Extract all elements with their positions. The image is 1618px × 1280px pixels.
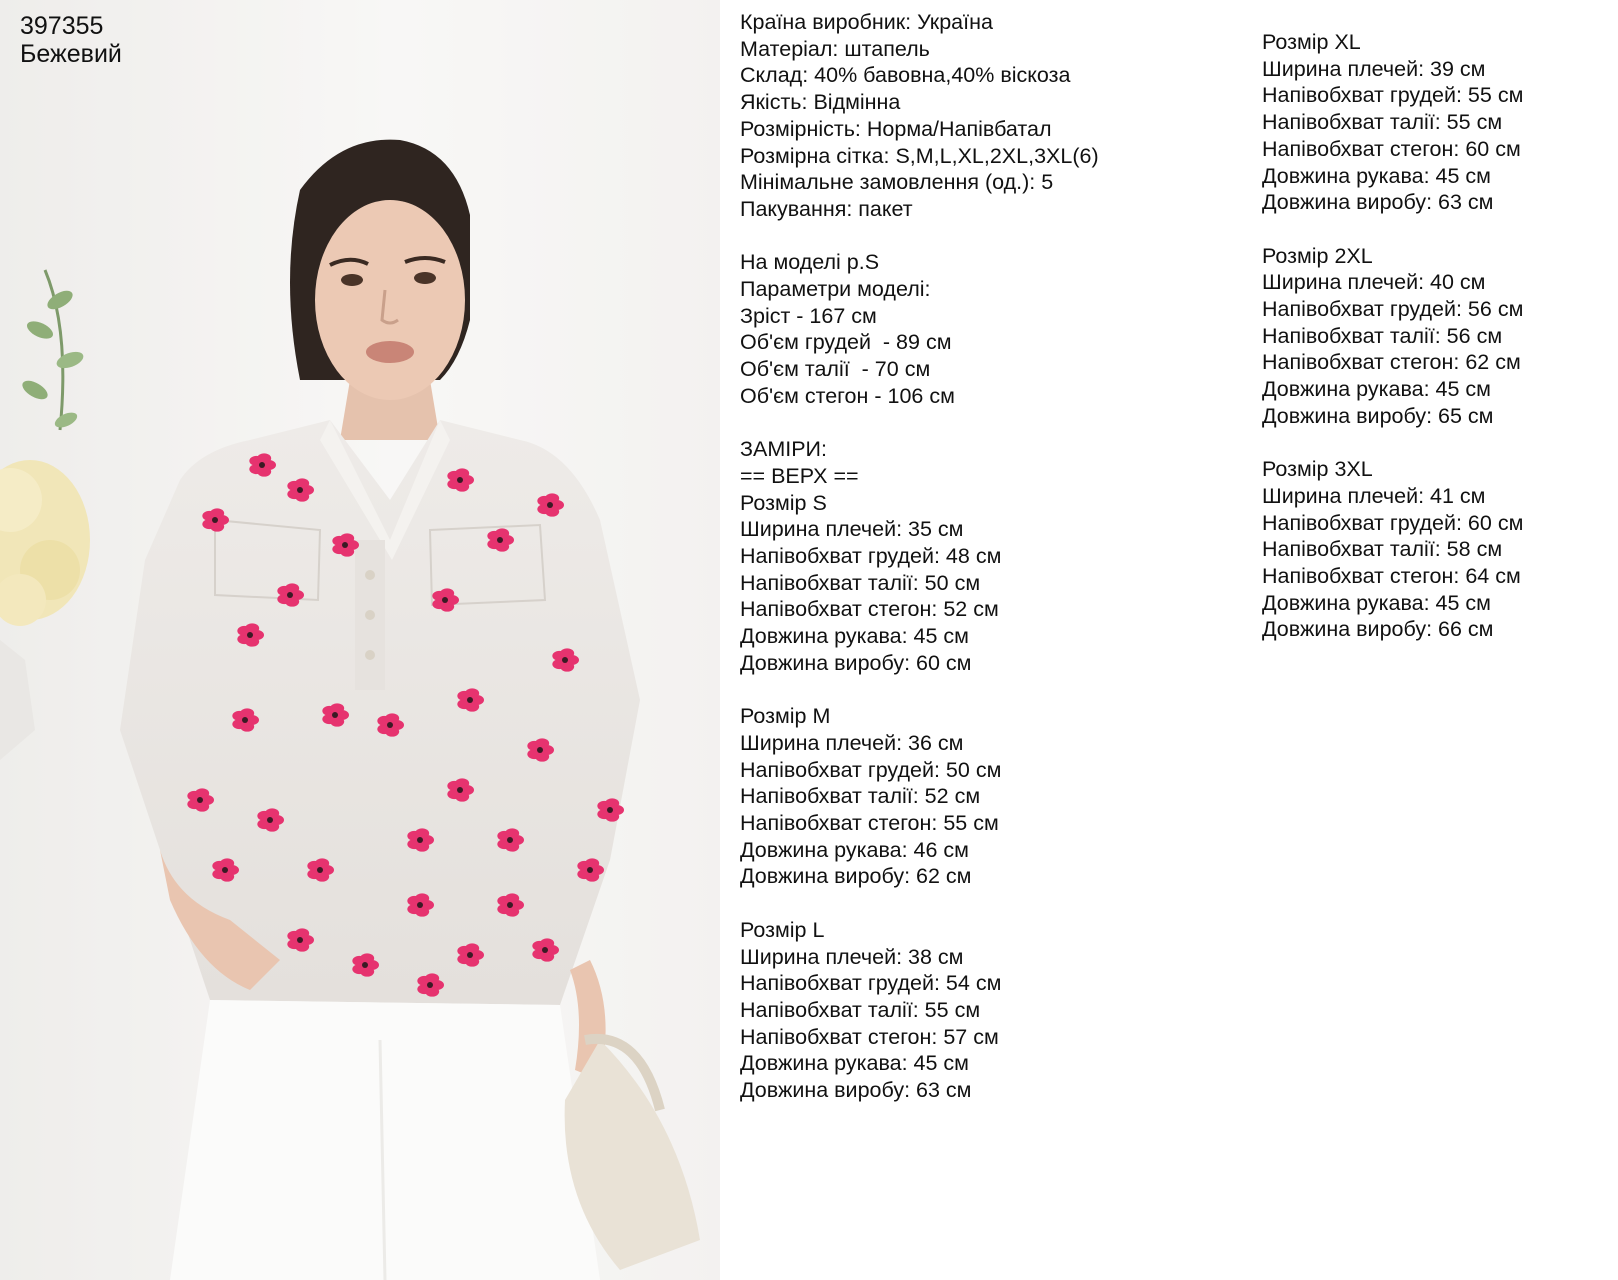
spacer [740,410,1099,437]
model-param-line: Об'єм талії - 70 см [740,357,931,382]
model-param-line: Об'єм грудей - 89 см [740,330,952,355]
size-measure-line: Напівобхват грудей: 50 см [740,757,1002,782]
spacer [1262,430,1523,457]
size-measure-line: Ширина плечей: 41 см [1262,483,1486,508]
general-spec-line: Якість: Відмінна [740,90,901,115]
size-measure-line: Напівобхват талії: 58 см [1262,537,1503,562]
measurements-title: ЗАМІРИ: [740,437,827,462]
size-measure-line: Ширина плечей: 38 см [740,944,964,969]
spacer [1262,216,1523,243]
size-measure-line: Напівобхват грудей: 60 см [1262,510,1524,535]
color-name: Бежевий [20,40,122,68]
size-heading: Розмір 3XL [1262,457,1373,482]
size-measure-line: Напівобхват талії: 55 см [740,997,981,1022]
size-measure-line: Напівобхват стегон: 62 см [1262,350,1521,375]
size-measure-line: Напівобхват стегон: 55 см [740,811,999,836]
size-measure-line: Ширина плечей: 35 см [740,517,964,542]
size-measure-line: Напівобхват стегон: 57 см [740,1024,999,1049]
size-measure-line: Напівобхват грудей: 48 см [740,544,1002,569]
size-measure-line: Ширина плечей: 36 см [740,730,964,755]
size-measure-line: Довжина рукава: 45 см [740,624,969,649]
size-measure-line: Напівобхват талії: 50 см [740,570,981,595]
article-number: 397355 [20,12,104,40]
size-measure-line: Напівобхват стегон: 60 см [1262,136,1521,161]
spacer [740,890,1099,917]
size-heading: Розмір 2XL [1262,243,1373,268]
model-param-line: На моделі р.S [740,250,880,275]
size-measure-line: Напівобхват грудей: 56 см [1262,297,1524,322]
product-tag [20,12,122,68]
general-spec-line: Розмірність: Норма/Напівбатал [740,116,1052,141]
general-spec-line: Розмірна сітка: S,M,L,XL,2XL,3XL(6) [740,143,1099,168]
model-param-line: Параметри моделі: [740,277,931,302]
general-spec-line: Матеріал: штапель [740,36,930,61]
general-spec-line: Склад: 40% бавовна,40% віскоза [740,63,1071,88]
size-measure-line: Довжина виробу: 66 см [1262,617,1494,642]
size-heading: Розмір XL [1262,30,1361,54]
size-measure-line: Довжина виробу: 65 см [1262,403,1494,428]
size-measure-line: Напівобхват грудей: 55 см [1262,83,1524,108]
size-measure-line: Довжина рукава: 45 см [1262,377,1491,402]
size-heading: Розмір M [740,704,831,729]
general-spec-line: Країна виробник: Україна [740,10,993,34]
size-measure-line: Ширина плечей: 39 см [1262,56,1486,81]
size-measure-line: Довжина виробу: 62 см [740,864,972,889]
model-param-line: Зріст - 167 см [740,303,877,328]
general-spec-line: Пакування: пакет [740,196,913,221]
size-measure-line: Ширина плечей: 40 см [1262,270,1486,295]
size-measure-line: Довжина виробу: 63 см [1262,190,1494,215]
spec-column-right [1262,29,1523,643]
size-measure-line: Напівобхват стегон: 64 см [1262,564,1521,589]
size-measure-line: Довжина рукава: 46 см [740,837,969,862]
general-spec-line: Мінімальне замовлення (од.): 5 [740,170,1054,195]
size-measure-line: Напівобхват талії: 52 см [740,784,981,809]
size-measure-line: Довжина рукава: 45 см [1262,590,1491,615]
size-heading: Розмір S [740,490,827,515]
size-measure-line: Напівобхват грудей: 54 см [740,971,1002,996]
spec-column-left [740,9,1099,1104]
size-measure-line: Довжина рукава: 45 см [1262,163,1491,188]
size-measure-line: Довжина виробу: 60 см [740,650,972,675]
top-section-title: == ВЕРХ == [740,463,859,488]
spacer [740,677,1099,704]
product-photo [0,0,720,1280]
model-param-line: Об'єм стегон - 106 см [740,383,955,408]
size-measure-line: Довжина рукава: 45 см [740,1051,969,1076]
spacer [740,223,1099,250]
model-illustration [0,0,720,1280]
size-measure-line: Напівобхват талії: 55 см [1262,110,1503,135]
size-heading: Розмір L [740,917,825,942]
size-measure-line: Напівобхват талії: 56 см [1262,323,1503,348]
size-measure-line: Довжина виробу: 63 см [740,1078,972,1103]
size-measure-line: Напівобхват стегон: 52 см [740,597,999,622]
